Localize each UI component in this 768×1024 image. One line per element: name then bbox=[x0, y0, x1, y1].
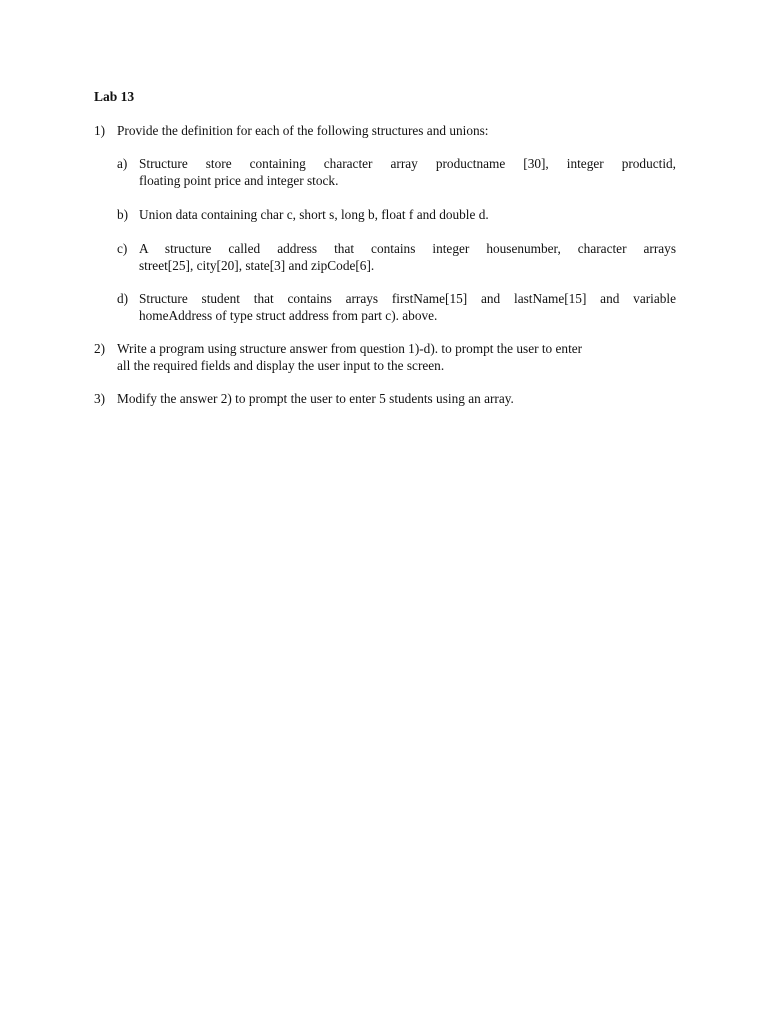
part-text bbox=[139, 290, 676, 324]
part-label: b) bbox=[117, 207, 129, 222]
question-text: Provide the definition for each of the following structures and unions: bbox=[117, 123, 489, 138]
part-text bbox=[139, 206, 676, 223]
part-text-line: floating point price and integer stock. bbox=[139, 173, 339, 188]
question-number: 1) bbox=[94, 123, 106, 138]
question-text bbox=[117, 340, 676, 374]
question-text-line: all the required fields and display the user input to the screen. bbox=[117, 358, 445, 373]
part-label: c) bbox=[117, 241, 128, 256]
question-1-part-c bbox=[117, 240, 676, 274]
question-2 bbox=[94, 340, 676, 374]
question-number: 2) bbox=[94, 341, 106, 356]
part-text-line: Union data containing char c, short s, long b, float f and double d. bbox=[139, 207, 489, 222]
question-1-part-b bbox=[117, 206, 676, 223]
part-text-line: homeAddress of type struct address from part c). above. bbox=[139, 308, 438, 323]
question-text-line: Write a program using structure answer from question 1)-d). to prompt the user to enter bbox=[117, 341, 583, 356]
part-text-line: Structure student that contains arrays firstName[15] and lastName[15] and variable bbox=[139, 291, 676, 306]
question-1-part-a bbox=[117, 155, 676, 189]
question-1-part-d bbox=[117, 290, 676, 324]
question-number: 3) bbox=[94, 391, 106, 406]
question-3 bbox=[94, 390, 676, 407]
question-1 bbox=[94, 122, 676, 139]
part-text bbox=[139, 155, 676, 189]
part-label: a) bbox=[117, 156, 128, 171]
part-text bbox=[139, 240, 676, 274]
part-text-line: street[25], city[20], state[3] and zipCode[6]. bbox=[139, 258, 375, 273]
part-text-line: A structure called address that contains integer housenumber, character arrays bbox=[139, 241, 676, 256]
part-text-line: Structure store containing character array productname [30], integer productid, bbox=[139, 156, 676, 171]
part-label: d) bbox=[117, 291, 129, 306]
document-title: Lab 13 bbox=[94, 89, 135, 104]
question-text: Modify the answer 2) to prompt the user to enter 5 students using an array. bbox=[117, 391, 514, 406]
